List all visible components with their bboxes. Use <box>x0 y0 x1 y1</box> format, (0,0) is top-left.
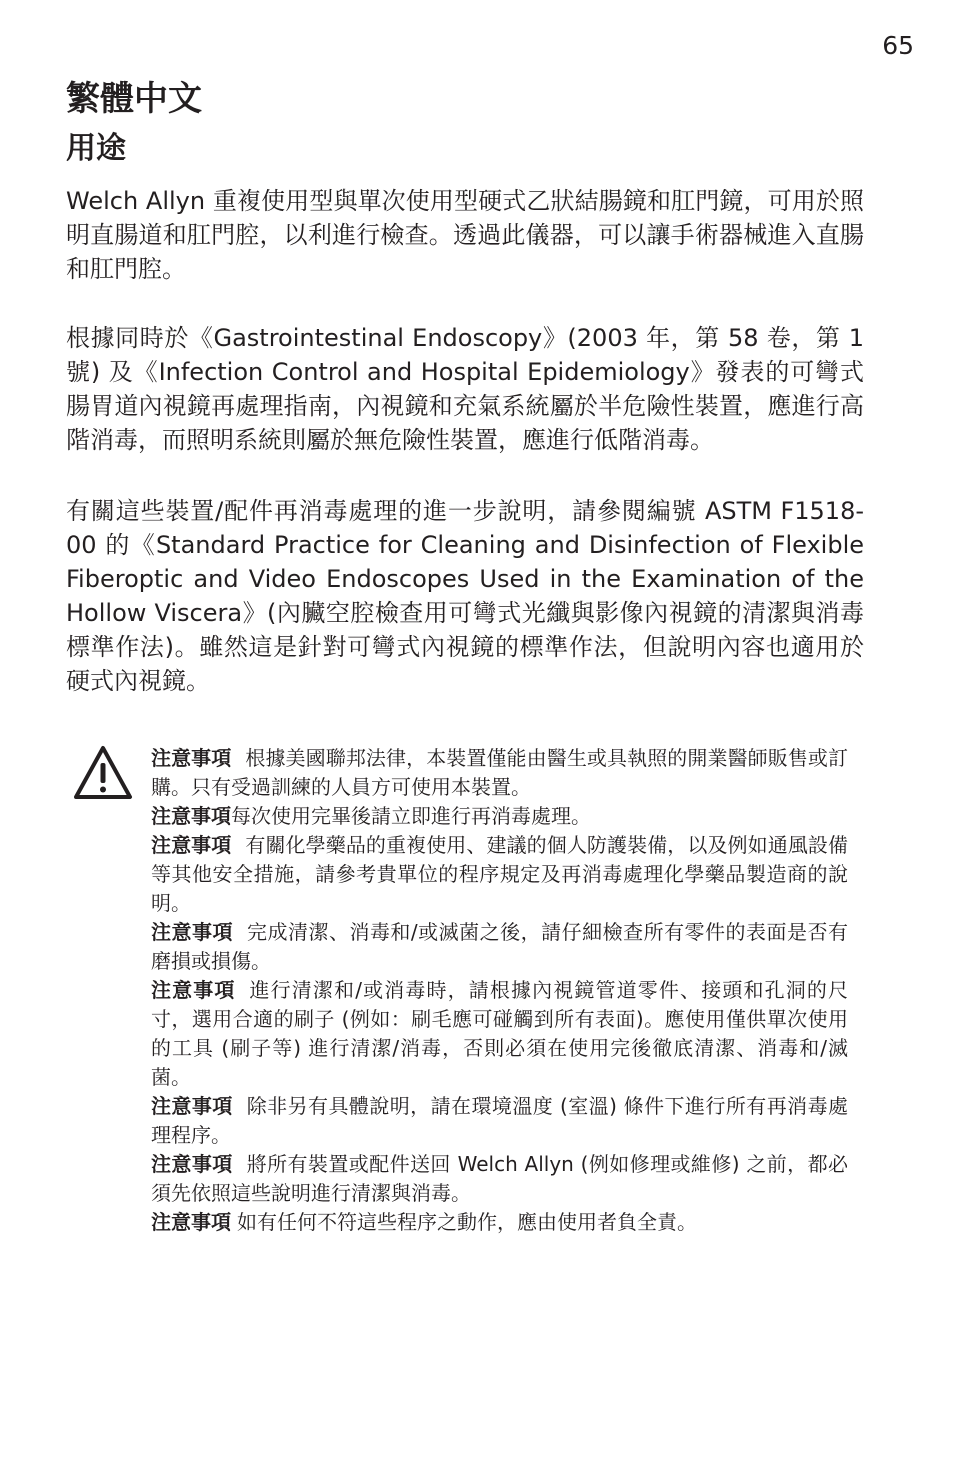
caution-label: 注意事項 <box>151 1152 233 1176</box>
caution-text: 有關化學藥品的重複使用、建議的個人防護裝備，以及例如通風設備等其他安全措施，請參考貴單位的程序規定及再消毒處理化學藥品製造商的說明。 <box>151 833 849 915</box>
caution-item <box>151 1092 848 1150</box>
caution-item <box>151 1150 848 1208</box>
caution-text: 將所有裝置或配件送回 Welch Allyn (例如修理或維修) 之前，都必須先依照這些說明進行清潔與消毒。 <box>151 1152 848 1205</box>
guidelines-paragraph: 根據同時於《Gastrointestinal Endoscopy》(2003 年，第 58 卷，第 1 號) 及《Infection Control and Hospital Epidemiology》發表的可彎式腸胃道內視鏡再處理指南，內視鏡和充氣系統屬於半危險性裝置，應進行高階消毒，而照明系統則屬於無危險性裝置，應進行低階消毒。 <box>66 324 864 454</box>
page-number: 65 <box>882 31 914 60</box>
caution-text: 進行清潔和/或消毒時，請根據內視鏡管道零件、接頭和孔洞的尺寸，選用合適的刷子 (例如：刷毛應可碰觸到所有表面)。應使用僅供單次使用的工具 (刷子等) 進行清潔/消毒，否則必須在使用完後徹底清潔、消毒和/滅菌。 <box>151 978 848 1089</box>
language-title: 繁體中文 <box>66 79 202 119</box>
caution-item <box>151 744 848 802</box>
caution-label: 注意事項 <box>151 833 232 857</box>
caution-item <box>151 802 848 831</box>
caution-label: 注意事項 <box>151 920 233 944</box>
caution-text: 根據美國聯邦法律，本裝置僅能由醫生或具執照的開業醫師販售或訂購。只有受過訓練的人員方可使用本裝置。 <box>151 746 849 799</box>
caution-list <box>151 744 848 1237</box>
caution-text: 如有任何不符這些程序之動作，應由使用者負全責。 <box>237 1210 697 1234</box>
caution-item <box>151 918 848 976</box>
caution-label: 注意事項 <box>151 1094 233 1118</box>
caution-text: 除非另有具體說明，請在環境溫度 (室溫) 條件下進行所有再消毒處理程序。 <box>151 1094 849 1147</box>
caution-item <box>151 1208 848 1237</box>
warning-triangle-icon <box>72 744 134 802</box>
astm-reference-paragraph: 有關這些裝置/配件再消毒處理的進一步說明，請參閱編號 ASTM F1518-00 的《Standard Practice for Cleaning and Disinfection of Flexible Fiberoptic and Video Endoscopes Used in the Examination of the Hollow Viscera》(內臟空腔檢查用可彎式光纖與影像內視鏡的清潔與消毒標準作法)。雖然這是針對可彎式內視鏡的標準作法，但說明內容也適用於硬式內視鏡。 <box>66 497 864 695</box>
caution-label: 注意事項 <box>151 804 231 828</box>
caution-label: 注意事項 <box>151 978 236 1002</box>
section-title: 用途 <box>66 131 126 166</box>
caution-label: 注意事項 <box>151 746 232 770</box>
caution-item <box>151 831 848 918</box>
caution-text: 每次使用完畢後請立即進行再消毒處理。 <box>231 804 591 828</box>
intended-use-paragraph: Welch Allyn 重複使用型與單次使用型硬式乙狀結腸鏡和肛門鏡，可用於照明直腸道和肛門腔，以利進行檢查。透過此儀器，可以讓手術器械進入直腸和肛門腔。 <box>66 187 864 283</box>
caution-text: 完成清潔、消毒和/或滅菌之後，請仔細檢查所有零件的表面是否有磨損或損傷。 <box>151 920 849 973</box>
caution-label: 注意事項 <box>151 1210 231 1234</box>
caution-item <box>151 976 848 1092</box>
